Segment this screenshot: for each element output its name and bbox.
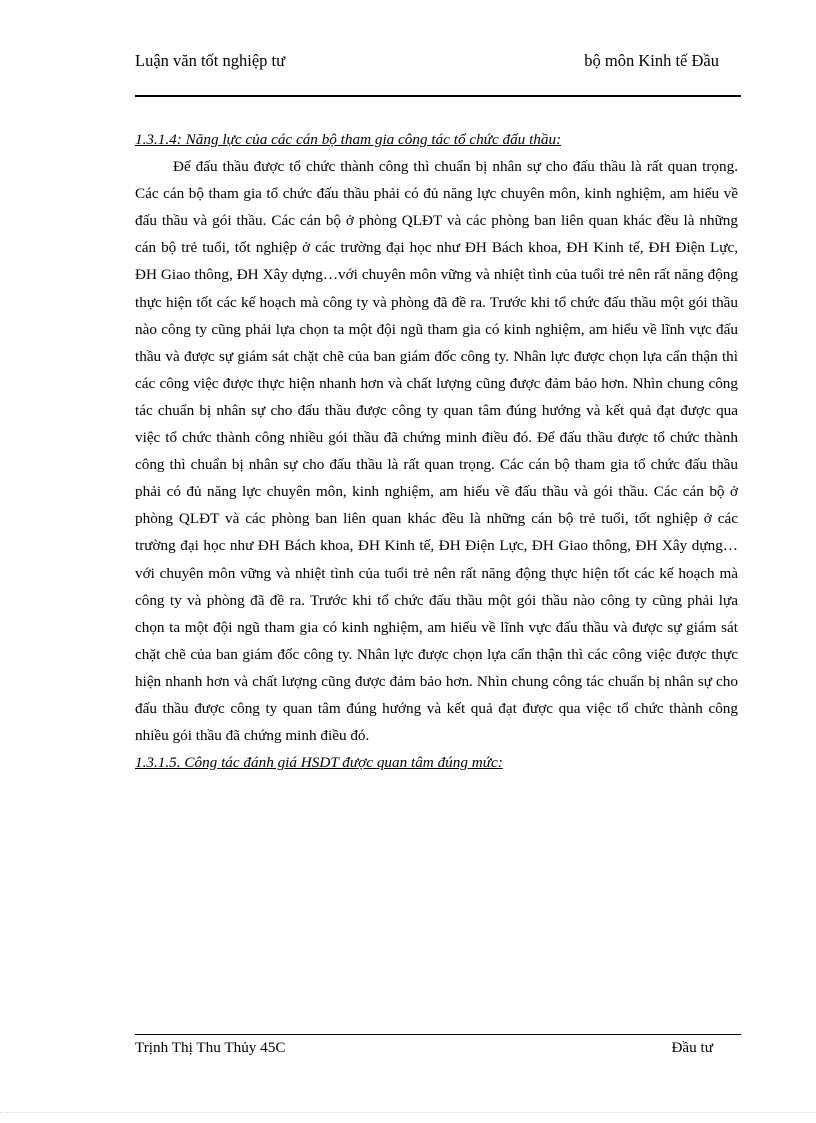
page-body — [135, 126, 738, 776]
page-header — [135, 50, 741, 97]
page-edge-divider — [0, 1112, 816, 1113]
page-footer — [135, 1034, 741, 1056]
header-department-label: bộ môn Kinh tế Đầu — [584, 51, 719, 70]
footer-author: Trịnh Thị Thu Thủy 45C — [135, 1039, 286, 1056]
body-paragraph: Để đấu thầu được tổ chức thành công thì chuẩn bị nhân sự cho đấu thầu là rất quan trọng. Các cán bộ tham gia tổ chức đấu thầu phải có đủ năng lực chuyên môn, kinh nghiệm, am hiểu về đấu thầu và gói thầu. Các cán bộ ở phòng QLĐT và các phòng ban liên quan khác đều là những cán bộ trẻ tuổi, tốt nghiệp ở các trường đại học như ĐH Bách khoa, ĐH Kinh tế, ĐH Điện Lực, ĐH Giao thông, ĐH Xây dựng…với chuyên môn vững và nhiệt tình của tuổi trẻ nên rất năng động thực hiện tốt các kế hoạch mà công ty và phòng đã đề ra. Trước khi tổ chức đấu thầu một gói thầu nào công ty cũng phải lựa chọn ta một đội ngũ tham gia có kinh nghiệm, am hiểu về lĩnh vực đấu thầu và được sự giám sát chặt chẽ của ban giám đốc công ty. Nhân lực được chọn lựa cẩn thận thì các công việc được thực hiện nhanh hơn và chất lượng cũng được đảm bảo hơn. Nhìn chung công tác chuẩn bị nhân sự cho đấu thầu được công ty quan tâm đúng hướng và kết quả đạt được qua việc tổ chức thành công nhiều gói thầu đã chứng minh điều đó. Để đấu thầu được tổ chức thành công thì chuẩn bị nhân sự cho đấu thầu là rất quan trọng. Các cán bộ tham gia tổ chức đấu thầu phải có đủ năng lực chuyên môn, kinh nghiệm, am hiểu về đấu thầu và gói thầu. Các cán bộ ở phòng QLĐT và các phòng ban liên quan khác đều là những cán bộ trẻ tuổi, tốt nghiệp ở các trường đại học như ĐH Bách khoa, ĐH Kinh tế, ĐH Điện Lực, ĐH Giao thông, ĐH Xây dựng…với chuyên môn vững và nhiệt tình của tuổi trẻ nên rất năng động thực hiện tốt các kế hoạch mà công ty và phòng đã đề ra. Trước khi tổ chức đấu thầu một gói thầu nào công ty cũng phải lựa chọn ta một đội ngũ tham gia có kinh nghiệm, am hiểu về lĩnh vực đấu thầu và được sự giám sát chặt chẽ của ban giám đốc công ty. Nhân lực được chọn lựa cẩn thận thì các công việc được thực hiện nhanh hơn và chất lượng cũng được đảm bảo hơn. Nhìn chung công tác chuẩn bị nhân sự cho đấu thầu được công ty quan tâm đúng hướng và kết quả đạt được qua việc tổ chức thành công nhiều gói thầu đã chứng minh điều đó. — [135, 158, 738, 745]
footer-department: Đầu tư — [671, 1039, 713, 1056]
next-section-heading: 1.3.1.5. Công tác đánh giá HSDT được quan tâm đúng mức: — [135, 754, 503, 772]
header-thesis-label: Luận văn tốt nghiệp tư — [135, 51, 286, 70]
section-heading: 1.3.1.4: Năng lực của các cán bộ tham gia công tác tổ chức đấu thầu: — [135, 131, 562, 148]
